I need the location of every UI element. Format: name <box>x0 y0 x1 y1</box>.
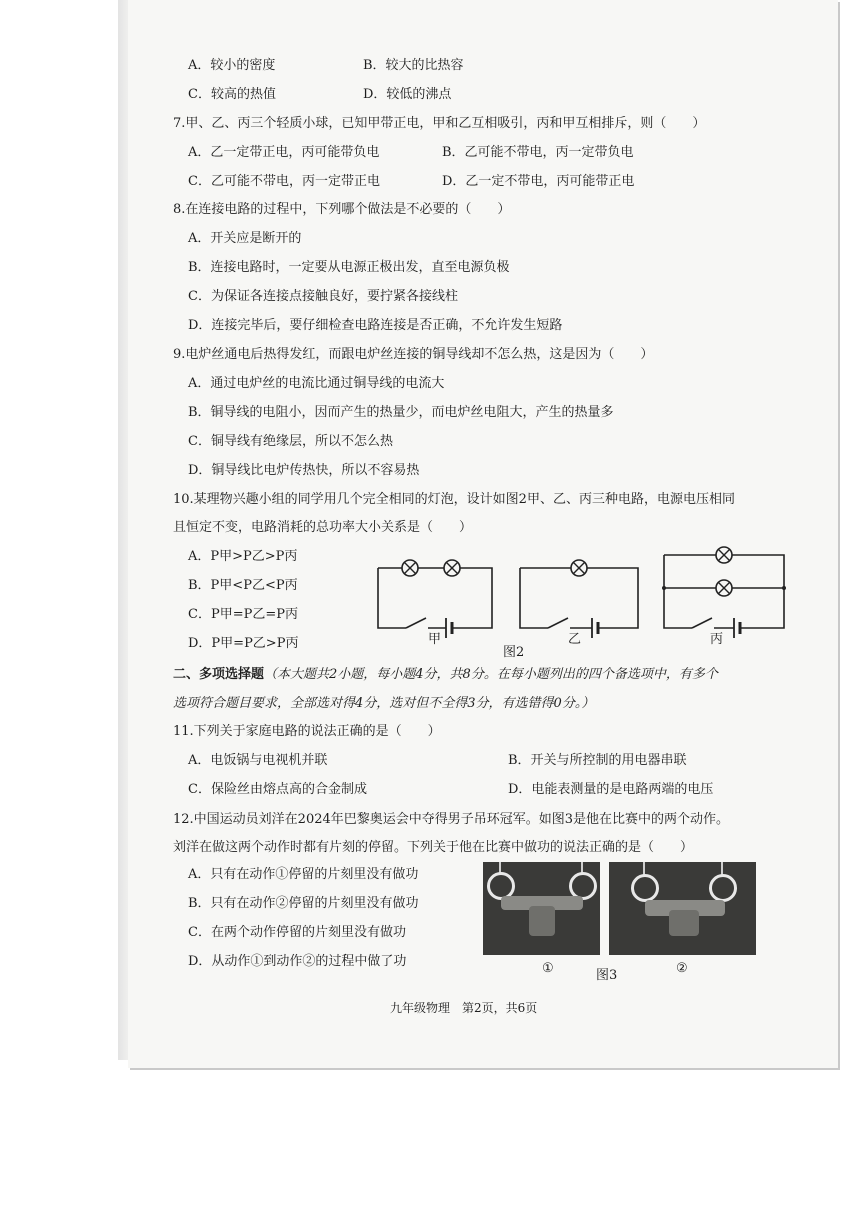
q12-option-b: B．只有在动作②停留的片刻里没有做功 <box>188 896 419 911</box>
q9-option-b: B．铜导线的电阻小，因而产生的热量少，而电炉丝电阻大，产生的热量多 <box>188 405 614 420</box>
circuit-label-jia: 甲 <box>428 632 442 647</box>
q8-option-d: D．连接完毕后，要仔细检查电路连接是否正确，不允许发生短路 <box>188 318 563 333</box>
circuit-label-bing: 丙 <box>710 632 724 647</box>
q7-stem: 7.甲、乙、丙三个轻质小球，已知甲带正电，甲和乙互相吸引，丙和甲互相排斥，则（ ） <box>173 116 706 131</box>
circuit-label-yi: 乙 <box>568 632 582 647</box>
q8-option-c: C．为保证各连接点接触良好，要拧紧各接线柱 <box>188 289 458 304</box>
q6-option-d: D．较低的沸点 <box>363 87 452 102</box>
q6-option-c: C．较高的热值 <box>188 87 276 102</box>
q9-stem: 9.电炉丝通电后热得发红，而跟电炉丝连接的铜导线却不怎么热，这是因为（ ） <box>173 347 654 362</box>
circuit-yi <box>520 560 638 638</box>
q12-option-c: C．在两个动作停留的片刻里没有做功 <box>188 925 406 940</box>
q10-option-a: A．P甲>P乙>P丙 <box>188 549 298 564</box>
photo-2-label: ② <box>676 961 688 976</box>
q11-option-d: D．电能表测量的是电路两端的电压 <box>508 782 714 797</box>
q7-option-b: B．乙可能不带电，丙一定带负电 <box>442 145 634 160</box>
q10-option-b: B．P甲<P乙<P丙 <box>188 578 298 593</box>
q9-option-a: A．通过电炉丝的电流比通过铜导线的电流大 <box>188 376 445 391</box>
q11-stem: 11.下列关于家庭电路的说法正确的是（ ） <box>173 724 441 739</box>
q6-option-b: B．较大的比热容 <box>363 58 464 73</box>
q6-option-a: A．较小的密度 <box>188 58 276 73</box>
rings-photo-1 <box>483 862 600 955</box>
figure-3-caption: 图3 <box>596 968 618 983</box>
q7-option-a: A．乙一定带正电，丙可能带负电 <box>188 145 380 160</box>
q9-option-d: D．铜导线比电炉传热快，所以不容易热 <box>188 463 420 478</box>
rings-photo-2 <box>609 862 756 955</box>
section-2-header <box>173 667 718 683</box>
q12-option-d: D．从动作①到动作②的过程中做了功 <box>188 954 407 969</box>
q10-option-c: C．P甲=P乙=P丙 <box>188 607 298 622</box>
q7-option-c: C．乙可能不带电，丙一定带正电 <box>188 174 380 189</box>
q8-option-b: B．连接电路时，一定要从电源正极出发，直至电源负极 <box>188 260 510 275</box>
page-footer: 九年级物理 第2页，共6页 <box>390 1001 538 1015</box>
section-2-note-line1: （本大题共2小题，每小题4分，共8分。在每小题列出的四个备选项中，有多个 <box>264 667 718 682</box>
q9-option-c: C．铜导线有绝缘层，所以不怎么热 <box>188 434 393 449</box>
q11-option-c: C．保险丝由熔点高的合金制成 <box>188 782 367 797</box>
q12-stem-line1: 12.中国运动员刘洋在2024年巴黎奥运会中夺得男子吊环冠军。如图3是他在比赛中的两个动作。 <box>173 812 730 827</box>
circuit-bing <box>662 547 786 638</box>
q10-option-d: D．P甲=P乙>P丙 <box>188 636 299 651</box>
q7-option-d: D．乙一定不带电，丙可能带正电 <box>442 174 635 189</box>
section-2-note-line2: 选项符合题目要求，全部选对得4分，选对但不全得3分，有选错得0分。） <box>173 696 595 711</box>
q12-stem-line2: 刘洋在做这两个动作时都有片刻的停留。下列关于他在比赛中做功的说法正确的是（ ） <box>173 840 694 855</box>
q8-stem: 8.在连接电路的过程中，下列哪个做法是不必要的（ ） <box>173 202 511 217</box>
q11-option-a: A．电饭锅与电视机并联 <box>188 753 328 768</box>
figure-2-caption: 图2 <box>503 645 525 660</box>
q10-stem-line2: 且恒定不变，电路消耗的总功率大小关系是（ ） <box>173 520 473 535</box>
section-2-heading: 二、多项选择题 <box>173 667 265 682</box>
photo-1-label: ① <box>542 961 554 976</box>
circuit-jia <box>378 560 492 638</box>
q10-stem-line1: 10.某理物兴趣小组的同学用几个完全相同的灯泡，设计如图2甲、乙、丙三种电路，电源电压相同 <box>173 492 735 507</box>
q8-option-a: A．开关应是断开的 <box>188 231 302 246</box>
q11-option-b: B．开关与所控制的用电器串联 <box>508 753 687 768</box>
q12-option-a: A．只有在动作①停留的片刻里没有做功 <box>188 867 419 882</box>
